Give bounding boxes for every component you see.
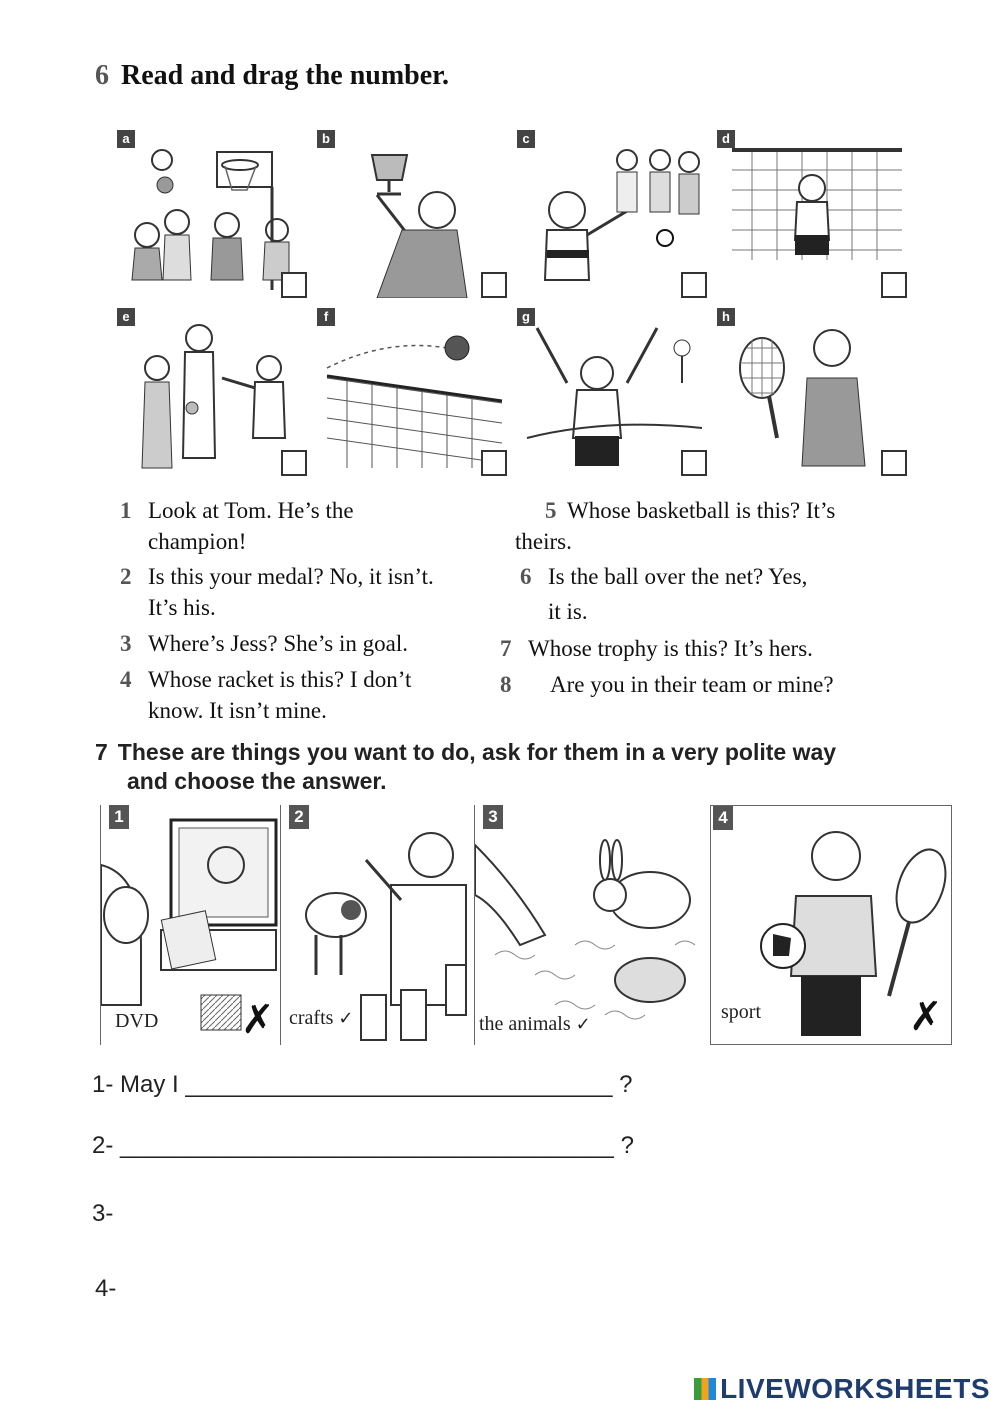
sentence-text: Is this your medal? No, it isn’t. (148, 564, 434, 589)
panel-label: the animals (479, 1013, 571, 1035)
answer-line-1 (92, 1071, 633, 1099)
panel-label-group (479, 1013, 591, 1036)
answer-line-4 (95, 1270, 683, 1303)
picture-letter: d (717, 130, 735, 148)
sentence-text-continued: theirs. (515, 529, 572, 554)
sentence-number: 1 (120, 498, 132, 523)
picture-b (317, 130, 507, 298)
sentence-text: Is the ball over the net? Yes, (548, 564, 808, 589)
sentence-number: 8 (500, 672, 512, 697)
panel-label: crafts (289, 1007, 334, 1029)
picture-letter: c (517, 130, 535, 148)
panel-label-group (289, 1007, 354, 1030)
answer-prefix: 4- (95, 1275, 117, 1302)
picture-letter: h (717, 308, 735, 326)
sentence-text: Whose trophy is this? It’s hers. (528, 636, 813, 661)
sentence-text: Are you in their team or mine? (550, 672, 834, 697)
sentence-number: 5 (545, 498, 557, 523)
answer-blank-2[interactable]: _____________________________________ (120, 1132, 614, 1159)
sentence-text-continued: champion! (148, 529, 247, 554)
picture-c (517, 130, 707, 298)
girl-trophy-illustration (317, 130, 507, 298)
answer-blank-4[interactable] (123, 1270, 683, 1296)
picture-letter: g (517, 308, 535, 326)
panel-3-animals (474, 805, 709, 1045)
cross-mark-icon: ✗ (909, 994, 943, 1040)
panel-4-sport (710, 805, 952, 1045)
picture-d (717, 130, 907, 298)
panel-number: 3 (483, 805, 503, 829)
sentence-text-continued: know. It isn’t mine. (148, 698, 327, 723)
exercise-6-heading: Read and drag the number. (121, 60, 450, 91)
panel-number: 2 (289, 805, 309, 829)
sentence-1 (120, 495, 500, 557)
animals-illustration (475, 805, 709, 1045)
drop-box-c[interactable] (681, 272, 707, 298)
drop-box-b[interactable] (481, 272, 507, 298)
drop-box-f[interactable] (481, 450, 507, 476)
sentence-8 (500, 669, 920, 700)
girl-racket-illustration (717, 308, 907, 476)
picture-e (117, 308, 307, 476)
panel-label: DVD (115, 1010, 159, 1032)
panel-number: 1 (109, 805, 129, 829)
sentence-text-continued: it is. (548, 599, 588, 624)
answer-prefix: 3- (92, 1200, 114, 1227)
picture-letter: e (117, 308, 135, 326)
picture-f (317, 308, 507, 476)
boy-winning-race-illustration (517, 308, 707, 476)
answer-blank-1[interactable]: ________________________________ (185, 1071, 613, 1098)
check-mark-icon: ✓ (338, 1008, 354, 1029)
exercise-7-number: 7 (95, 739, 108, 765)
girl-in-goal-illustration (717, 130, 907, 298)
exercise-7-title (95, 738, 945, 796)
sentence-7 (500, 633, 920, 664)
drop-box-e[interactable] (281, 450, 307, 476)
cross-mark-icon: ✗ (241, 997, 275, 1043)
exercise-7-heading-line2: and choose the answer. (127, 768, 387, 794)
picture-letter: a (117, 130, 135, 148)
sentence-text-continued: It’s his. (148, 595, 216, 620)
sentence-2 (120, 561, 500, 623)
medal-group-illustration (117, 308, 307, 476)
ball-over-net-illustration (317, 308, 507, 476)
picture-letter: b (317, 130, 335, 148)
answer-prefix: 1- May I (92, 1071, 179, 1098)
basketball-group-illustration (117, 130, 307, 298)
panel-label: sport (721, 1001, 761, 1023)
answer-blank-3[interactable] (120, 1195, 680, 1221)
sentence-4 (120, 664, 500, 726)
answer-line-2 (92, 1132, 634, 1160)
panel-2-crafts (280, 805, 471, 1045)
sentence-text: Whose racket is this? I don’t (148, 667, 412, 692)
sentence-number: 6 (520, 564, 532, 589)
picture-letter: f (317, 308, 335, 326)
answer-end: ? (620, 1132, 634, 1159)
exercise-7-heading-line1: These are things you want to do, ask for them in a very polite way (117, 739, 837, 765)
picture-h (717, 308, 907, 476)
sentence-number: 3 (120, 631, 132, 656)
sentence-number: 7 (500, 636, 512, 661)
brand-name: LIVEWORKSHEETS (720, 1373, 990, 1404)
sentence-5 (515, 495, 915, 557)
picture-g (517, 308, 707, 476)
exercise-6-title (95, 60, 449, 92)
panel-1-dvd (100, 805, 279, 1045)
sentence-number: 2 (120, 564, 132, 589)
liveworksheets-logo (694, 1373, 990, 1405)
drop-box-d[interactable] (881, 272, 907, 298)
panel-number: 4 (713, 806, 733, 830)
sentence-text: Whose basketball is this? It’s (567, 498, 836, 523)
drop-box-a[interactable] (281, 272, 307, 298)
sentence-6 (520, 561, 920, 627)
answer-prefix: 2- (92, 1132, 114, 1159)
sentence-number: 4 (120, 667, 132, 692)
boy-pointing-illustration (517, 130, 707, 298)
drop-box-h[interactable] (881, 450, 907, 476)
exercise-6-number: 6 (95, 60, 109, 91)
drop-box-g[interactable] (681, 450, 707, 476)
liveworksheets-logo-icon (694, 1378, 716, 1400)
picture-a (117, 130, 307, 298)
answer-line-3 (92, 1195, 680, 1228)
answer-end: ? (619, 1071, 633, 1098)
sentence-text: Look at Tom. He’s the (148, 498, 354, 523)
sentence-text: Where’s Jess? She’s in goal. (148, 631, 408, 656)
check-mark-icon: ✓ (575, 1014, 591, 1035)
sentence-3 (120, 628, 500, 659)
